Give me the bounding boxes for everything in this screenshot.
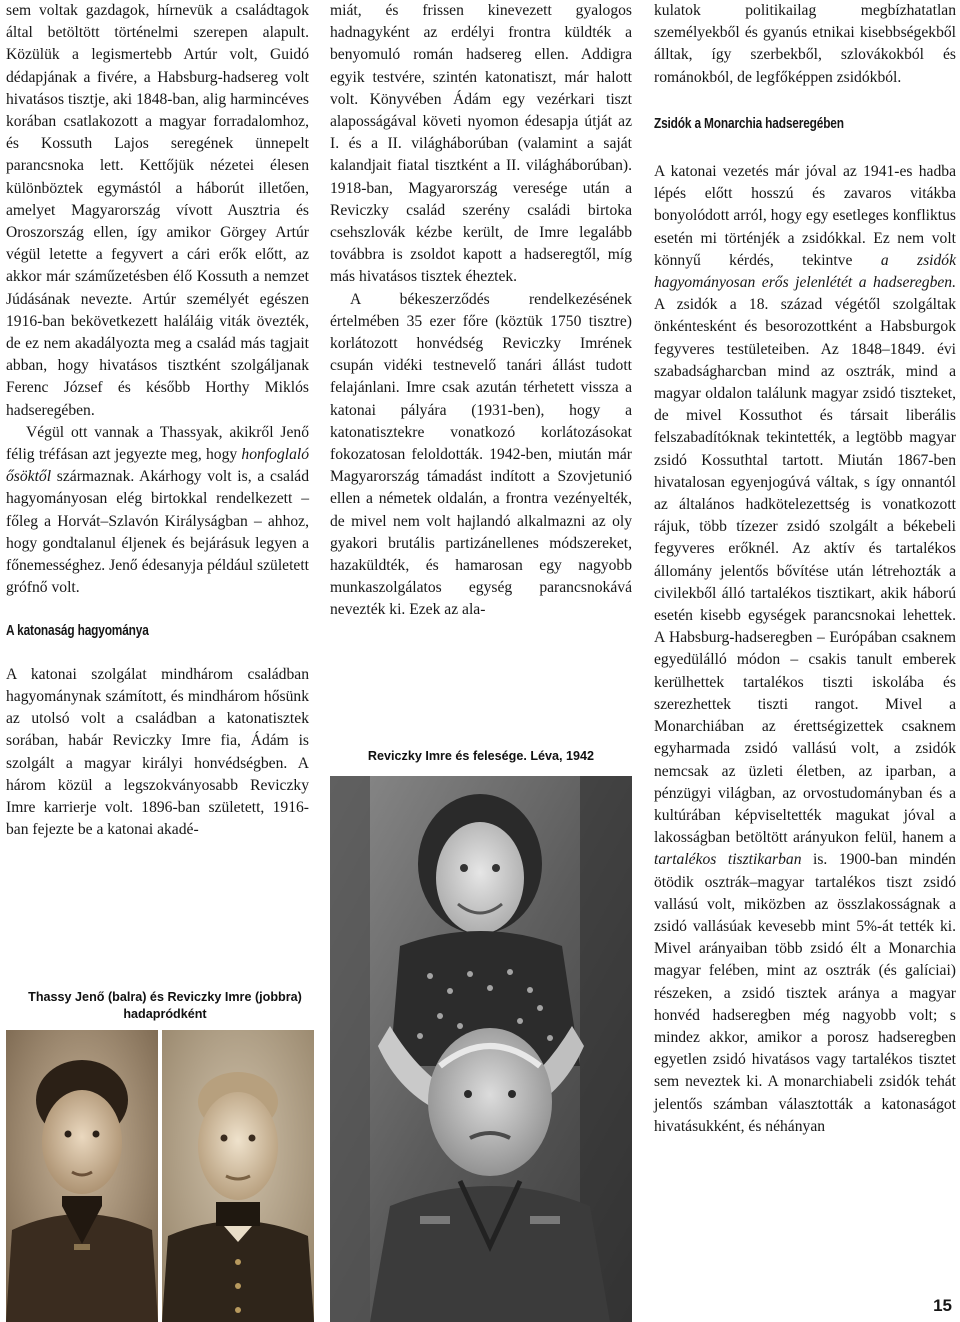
paragraph: kulatok politikailag megbízhatatlan személyekből és gyanús etnikai kisebbségekből álltak, így szerbekből, szlovákokból és románokból, de legfőképpen zsidókból.	[654, 2, 956, 86]
photo-caption: Thassy Jenő (balra) és Reviczky Imre (jobbra) hadapródként	[28, 990, 302, 1021]
photo-thassy-jeno	[6, 1030, 158, 1322]
text-run: Végül ott vannak a Thassyak, akikről Jenő félig tréfásan azt jegyezte meg, hogy	[6, 423, 309, 464]
text-run: A katonai vezetés már jóval az 1941-es hadba lépés előtt hosszú és zavaros vitákba bonyolódott arról, hogy egy esetleges konfliktus esetén mi történjék a zsidókkal. Ez nem volt könnyű kérdés, tekintve	[654, 163, 956, 269]
emphasis: a zsidók hagyományosan erős jelenlétét a hadseregben.	[654, 251, 956, 292]
text-column-2	[330, 0, 632, 622]
paragraph	[6, 422, 309, 600]
paragraph	[654, 161, 956, 1138]
section-heading: Zsidók a Monarchia hadseregében	[654, 115, 844, 132]
page-number: 15	[933, 1296, 952, 1315]
text-run: származnak. Akárhogy volt is, a család hagyományosan elég birtokkal rendelkezett – főleg a Horvát–Szlavón Királyságban – ahhoz, hogy gondtalanul éljenek és bejárásuk legyen a főnemességhez. Jenő édesanyja például született grófnő volt.	[6, 468, 309, 597]
photo-reviczky-couple	[330, 776, 632, 1322]
text-run: is. 1900-ban mindén ötödik osztrák–magyar tartalékos tiszt zsidó vallású volt, miközben az összlakosságnak a zsidó vallásúak kevesebb mint 5%-át tették ki. Mivel arányaiban több zsidó élt a Monarchia magyar felében, mint az osztrák (és galíciai) részeken, a zsidó tisztek aránya a magyar honvéd hadseregben még nagyobb volt; s mindez akkor, amikor a porosz hadseregben egyetlen zsidó hivatásos vagy tartalékos tisztet sem neveztek ki. A monarchiabeli zsidók tehát jelentős számban választották a katonaságot hivatásukként, és néhányan	[654, 851, 956, 1135]
text-column-3	[654, 0, 956, 1138]
photo-caption: Reviczky Imre és felesége. Léva, 1942	[367, 749, 595, 763]
emphasis: tartalékos tisztikarban	[654, 851, 802, 869]
text-column-1	[6, 0, 309, 841]
paragraph: miát, és frissen kinevezett gyalogos hadnagyként az erdélyi frontra küldték a benyomuló román hadsereg ellen. Addigra egyik testvére, szintén katonatiszt, már halott volt. Könyvében Ádám egy vezérkari tiszt alaposságával követi nyomon édesapja útját az I. és a II. világháborúban (valamint a saját kalandjait fiatal tisztként a II. világháborúban). 1918-ban, Magyarország veresége után a Reviczky család szerény családi birtoka csehszlovák kézbe került, de Imre legalább továbbra is zsoldot kapott a hadseregtől, míg más hivatásos tisztek éheztek.	[330, 2, 632, 286]
paragraph: A katonai szolgálat mindhárom családban hagyománynak számított, és mindhárom hősünk az utolsó volt a családban a katonatisztek sorában, habár Reviczky Imre fia, Ádám is szolgált a magyar királyi honvédségben. A három közül a legszokványosabb Reviczky Imre karrierje volt. 1896-ban született, 1916-ban fejezte be a katonai akadé-	[6, 665, 309, 839]
emphasis: honfoglaló ősöktől	[6, 446, 309, 486]
section-heading: A katonaság hagyománya	[6, 623, 149, 640]
text-run: A zsidók a 18. század végétől szolgáltak önkéntesként és besorozottként a Habsburgok fegyveres testületeiben. Az 1848–1849. évi szabadságharcban mind az osztrák, mind a magyar oldalon találunk magyar zsidó tiszteket, de mivel Kossuthot és társait liberális felszabadítóknak tekintették, a legtöbb magyar zsidó Kossuthtal tartott. Miután 1867-ben hivatalosan egyenjogúvá váltak, s így onnantól az általános hadkötelezettség is vonatkozott rájuk, több tízezer zsidó szolgált a békebeli fegyveres erőknél. Az aktív és tartalékos állomány jelentős bővítése után létrehozták a civilekből álló tartalékos tisztikart, akik háború esetén kisebb egységek parancsnokai lehettek. A Habsburg-hadseregben – Európában csaknem egyedülálló módon – csakis tanult emberek kerülhettek tartalékos tiszti iskolába és szerezhettek tiszti rangot. Mivel a Monarchiában az érettségizettek csaknem egyharmada zsidó vallású volt, a zsidók nemcsak az üzleti életben, az iparban, a pénzügyi világban, az orvostudományban és a kultúrában képviseltették magukat jóval a lakosságban betöltött arányukon felül, hanem a	[654, 296, 956, 847]
photo-reviczky-imre	[162, 1030, 314, 1322]
paragraph: A békeszerződés rendelkezésének értelmében 35 ezer főre (köztük 1750 tisztre) korlátozott honvédség Reviczky Imrének csupán vidéki testnevelő tanári állást tudott felajánlani. Imre csak azután térhetett vissza a katonai pályára (1931-ben), hogy a katonatisztekre vonatkozó korlátozásokat fokozatosan feloldották. 1942-ben, miután már Magyarország támadást indított a Szovjetunió ellen a németek oldalán, a frontra vezényelték, de mivel nem volt hajlandó alkalmazni az oly gyakori brutális partizánellenes módszereket, hazaküldték, és hamarosan egy nagyobb munkaszolgálatos egység parancsnokává nevezték ki. Ezek az ala-	[330, 290, 632, 619]
paragraph: sem voltak gazdagok, hírnevük a családtagok által betöltött történelmi szerepen alapult. Közülük a legismertebb Artúr volt, Guidó dédapjának a fivére, a Habsburg-hadsereg volt hivatásos tisztje, aki 1848-ban, alig harmincéves korában csatlakozott a magyar forradalomhoz, és Kossuth Lajos seregének ünnepelt parancsnoka lett. Kettőjük nézetei élesen különböztek egymástól a háborút illetően, amelyet Magyarország vívott Ausztria és Oroszország ellen, így amikor Görgey Artúr végül letette a fegyvert a cári erők előtt, az akkor már száműzetésben élő Kossuth a nemzet Júdásának nevezte. Artúr személyét egészen 1916-ban bekövetkezett haláláig viták övezték, de ez nem akadályozta meg a család más tagjait abban, hogy hivatásos tisztként szolgáljanak Ferenc József és később Horthy Miklós hadseregében.	[6, 2, 309, 419]
